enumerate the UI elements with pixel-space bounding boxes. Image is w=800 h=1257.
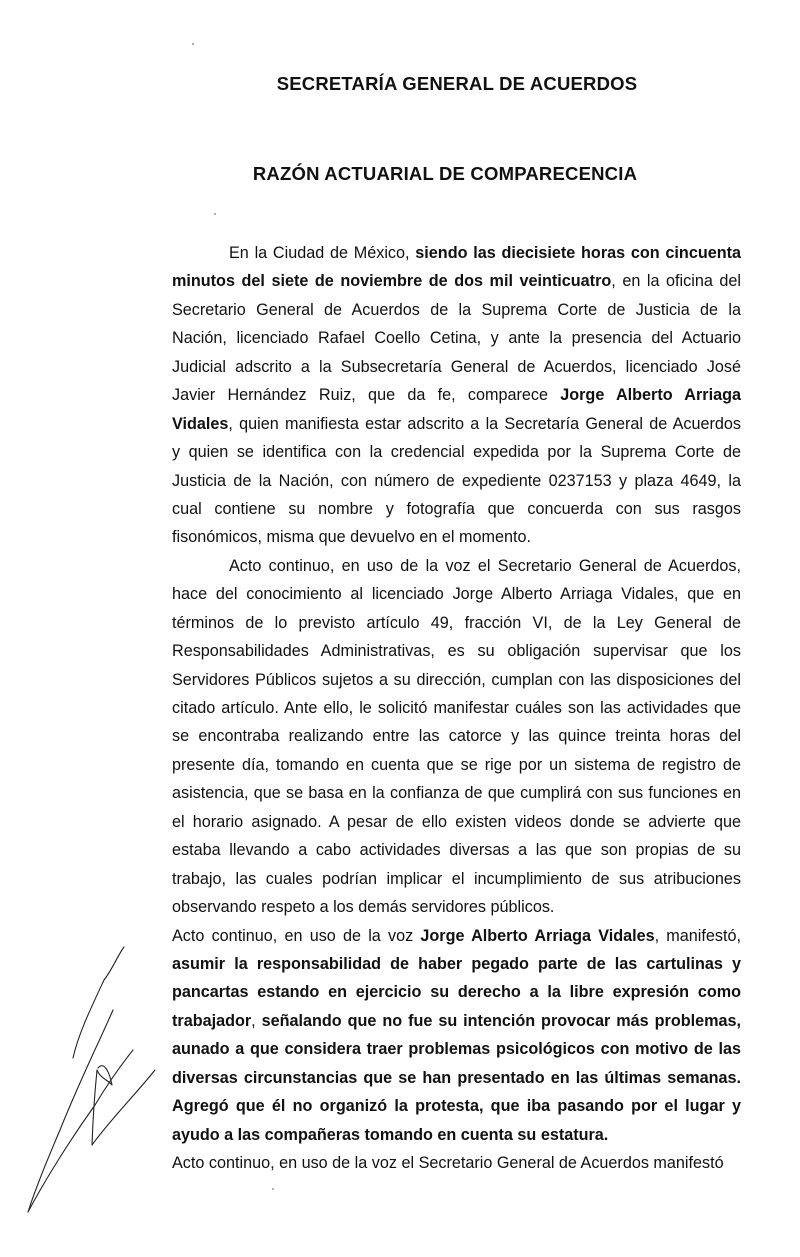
signature-stroke bbox=[28, 1010, 113, 1212]
text-run: presente día, tomando en cuenta que se rige por un sistema de registro de bbox=[172, 755, 741, 774]
text-run: fisonómicos, misma que devuelvo en el momento. bbox=[172, 528, 531, 547]
text-line bbox=[172, 410, 741, 438]
text-line bbox=[172, 324, 741, 352]
text-line bbox=[172, 1064, 741, 1092]
text-line bbox=[172, 552, 741, 580]
text-line bbox=[172, 523, 741, 551]
text-run: hace del conocimiento al licenciado Jorge Alberto Arriaga Vidales, que en bbox=[172, 585, 741, 604]
scan-speck bbox=[192, 43, 194, 45]
text-line bbox=[172, 1149, 741, 1177]
bold-text-run: Jorge Alberto Arriaga Vidales bbox=[420, 926, 655, 945]
text-run: Responsabilidades Administrativas, es su obligación supervisar que los bbox=[172, 642, 741, 661]
text-run: estaba llevando a cabo actividades diversas a las que son propias de su bbox=[172, 841, 741, 860]
signature-icon bbox=[0, 940, 200, 1230]
text-line bbox=[172, 751, 741, 779]
bold-text-run: asumir la responsabilidad de haber pegado parte de las cartulinas y bbox=[172, 954, 741, 973]
text-line bbox=[172, 808, 741, 836]
text-line bbox=[172, 694, 741, 722]
signature-stroke bbox=[92, 1066, 155, 1145]
text-line bbox=[172, 865, 741, 893]
text-line bbox=[172, 381, 741, 409]
text-run: y quien se identifica con la credencial expedida por la Suprema Corte de bbox=[172, 443, 741, 462]
text-line bbox=[172, 637, 741, 665]
bold-text-run: minutos del siete de noviembre de dos mil veinticuatro bbox=[172, 272, 612, 291]
text-line bbox=[172, 467, 741, 495]
paragraph bbox=[172, 1149, 741, 1177]
text-line bbox=[172, 353, 741, 381]
text-run: términos de lo previsto artículo 49, fracción VI, de la Ley General de bbox=[172, 613, 741, 632]
bold-text-run: Jorge Alberto Arriaga bbox=[560, 386, 741, 405]
document-title: SECRETARÍA GENERAL DE ACUERDOS bbox=[276, 73, 638, 94]
text-run: Javier Hernández Ruiz, que da fe, comparece bbox=[172, 386, 561, 405]
text-run: Acto continuo, en uso de la voz bbox=[172, 926, 421, 945]
text-line bbox=[172, 438, 741, 466]
text-line bbox=[172, 495, 741, 523]
bold-text-run: pancartas estando en ejercicio su derecho a la libre expresión como bbox=[172, 983, 741, 1002]
text-line bbox=[172, 609, 741, 637]
text-run: Acto continuo, en uso de la voz el Secretario General de Acuerdos, bbox=[229, 556, 741, 575]
text-run: , manifestó, bbox=[654, 926, 741, 945]
text-line bbox=[172, 779, 741, 807]
text-run: Nación, licenciado Rafael Coello Cetina, y ante la presencia del Actuario bbox=[172, 329, 741, 348]
text-run: cual contiene su nombre y fotografía que concuerda con sus rasgos bbox=[172, 499, 741, 518]
bold-text-run: señalando que no fue su intención provocar más problemas, bbox=[261, 1011, 741, 1030]
text-run: observando respeto a los demás servidores públicos. bbox=[172, 898, 555, 917]
scan-speck bbox=[272, 1188, 274, 1190]
text-run: el horario asignado. A pesar de ello existen videos donde se advierte que bbox=[172, 812, 741, 831]
bold-text-run: Agregó que él no organizó la protesta, que iba pasando por el lugar y bbox=[172, 1097, 741, 1116]
text-line bbox=[172, 722, 741, 750]
text-line bbox=[172, 950, 741, 978]
bold-text-run: diversas circunstancias que se han presentado en las últimas semanas. bbox=[172, 1068, 741, 1087]
paragraph bbox=[172, 239, 741, 552]
document-subtitle: RAZÓN ACTUARIAL DE COMPARECENCIA bbox=[252, 163, 638, 184]
text-run: Acto continuo, en uso de la voz el Secretario General de Acuerdos manifestó bbox=[172, 1154, 724, 1172]
text-run: trabajo, las cuales podrían implicar el incumplimiento de sus atribuciones bbox=[172, 869, 741, 888]
text-line bbox=[172, 1007, 741, 1035]
text-run: , en la oficina del bbox=[611, 272, 741, 291]
paragraph bbox=[172, 552, 741, 922]
text-line bbox=[172, 666, 741, 694]
paragraph bbox=[172, 922, 741, 1150]
text-run: Judicial adscrito a la Subsecretaría General de Acuerdos, licenciado José bbox=[172, 357, 741, 376]
text-run: asistencia, que se basa en la confianza de que cumplirá con sus funciones en bbox=[172, 784, 741, 803]
text-line bbox=[172, 1035, 741, 1063]
text-line bbox=[172, 1121, 741, 1149]
text-run: , quien manifiesta estar adscrito a la Secretaría General de Acuerdos bbox=[228, 414, 741, 433]
text-line bbox=[172, 580, 741, 608]
signature-stroke bbox=[73, 980, 104, 1058]
text-run: , bbox=[251, 1011, 262, 1030]
bold-text-run: siendo las diecisiete horas con cincuenta bbox=[415, 244, 741, 262]
text-run: Justicia de la Nación, con número de expediente 0237153 y plaza 4649, la bbox=[172, 471, 741, 490]
text-line bbox=[172, 978, 741, 1006]
bold-text-run: ayudo a las compañeras tomando en cuenta su estatura. bbox=[172, 1125, 609, 1144]
text-run: En la Ciudad de México, bbox=[229, 244, 416, 262]
bold-text-run: Vidales bbox=[172, 414, 229, 433]
signature-stroke bbox=[28, 1050, 133, 1212]
bold-text-run: aunado a que considera traer problemas psicológicos con motivo de las bbox=[172, 1040, 741, 1059]
scan-speck bbox=[214, 213, 216, 215]
text-line bbox=[172, 836, 741, 864]
text-run: Servidores Públicos sujetos a su dirección, cumplan con las disposiciones del bbox=[172, 670, 741, 689]
text-run: Secretario General de Acuerdos de la Suprema Corte de Justicia de la bbox=[172, 300, 741, 319]
text-line bbox=[172, 296, 741, 324]
text-run: se encontraba realizando entre las catorce y las quince treinta horas del bbox=[172, 727, 741, 746]
text-run: citado artículo. Ante ello, le solicitó manifestar cuáles son las actividades que bbox=[172, 699, 741, 717]
text-line bbox=[172, 922, 741, 950]
text-line bbox=[172, 893, 741, 921]
bold-text-run: trabajador bbox=[172, 1011, 252, 1030]
text-line bbox=[172, 1092, 741, 1120]
text-line bbox=[172, 239, 741, 267]
text-line bbox=[172, 267, 741, 295]
signature-stroke bbox=[104, 947, 124, 980]
document-body bbox=[172, 239, 741, 1177]
